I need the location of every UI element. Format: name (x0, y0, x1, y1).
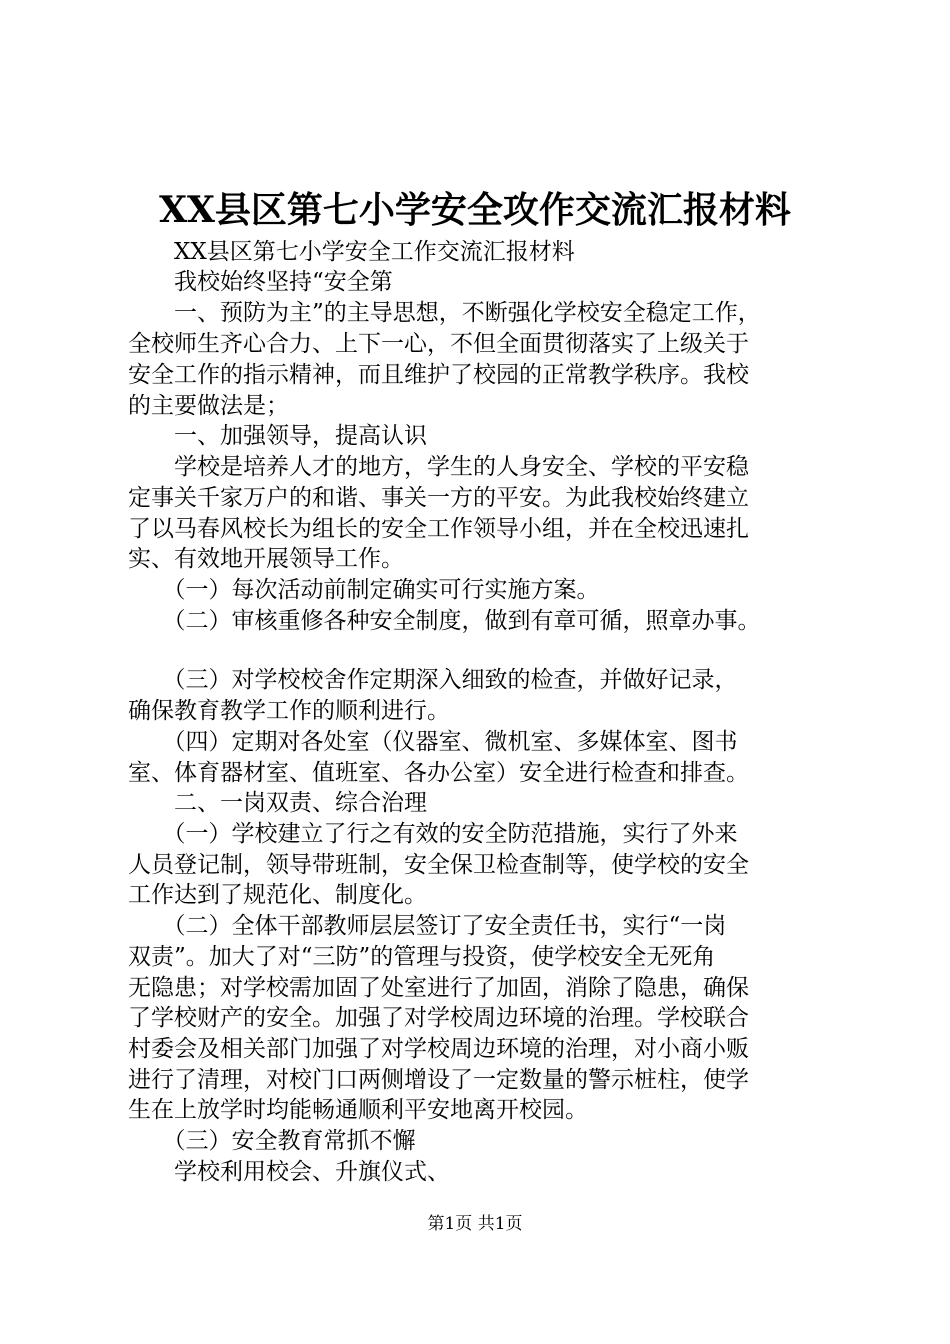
paragraph-line: 学校利用校会、升旗仪式、 (128, 1159, 450, 1185)
paragraph-line: 工作达到了规范化、制度化。 (128, 882, 427, 908)
paragraph-line: 全校师生齐心合力、上下一心，不但全面贯彻落实了上级关于 (128, 331, 749, 357)
paragraph-line: 双责”。加大了对“三防”的管理与投资，使学校安全无死角 (128, 944, 716, 970)
paragraph-line: 生在上放学时均能畅通顺利平安地离开校园。 (128, 1097, 588, 1123)
paragraph-line: 无隐患；对学校需加固了处室进行了加固，消除了隐患，确保 (128, 975, 749, 1001)
paragraph-line: 室、体育器材室、值班室、各办公室）安全进行检查和排查。 (128, 760, 749, 786)
paragraph-line: 我校始终坚持“安全第 (128, 269, 393, 295)
document-title: XX县区第七小学安全攻作交流汇报材料 (159, 189, 791, 231)
paragraph-line: 村委会及相关部门加强了对学校周边环境的治理，对小商小贩 (128, 1036, 749, 1062)
paragraph-line: 确保教育教学工作的顺利进行。 (128, 698, 450, 724)
list-item: （二）全体干部教师层层签订了安全责任书，实行“一岗 (128, 913, 727, 939)
list-item: （二）审核重修各种安全制度，做到有章可循，照章办事。 (128, 608, 761, 634)
list-item: （一）学校建立了行之有效的安全防范措施，实行了外来 (128, 821, 738, 847)
list-item: （三）安全教育常抓不懈 (128, 1128, 416, 1154)
paragraph-line: 了以马春风校长为组长的安全工作领导小组，并在全校迅速扎 (128, 516, 749, 542)
paragraph-line: 一、预防为主”的主导思想，不断强化学校安全稳定工作， (128, 300, 761, 326)
paragraph-line: 人员登记制，领导带班制，安全保卫检查制等，使学校的安全 (128, 852, 749, 878)
paragraph-line: 学校是培养人才的地方，学生的人身安全、学校的平安稳 (128, 454, 749, 480)
list-item: （一）每次活动前制定确实可行实施方案。 (128, 577, 600, 603)
list-item: （四）定期对各处室（仪器室、微机室、多媒体室、图书 (128, 729, 738, 755)
section-heading: 二、一岗双责、综合治理 (128, 790, 427, 816)
paragraph-line: 的主要做法是； (128, 393, 289, 419)
paragraph-line: 定事关千家万户的和谐、事关一方的平安。为此我校始终建立 (128, 485, 749, 511)
paragraph-line: XX县区第七小学安全工作交流汇报材料 (128, 239, 575, 265)
paragraph-line: 了学校财产的安全。加强了对学校周边环境的治理。学校联合 (128, 1005, 749, 1031)
paragraph-line: 实、有效地开展领导工作。 (128, 546, 404, 572)
paragraph-line: 进行了清理，对校门口两侧增设了一定数量的警示桩柱，使学 (128, 1067, 749, 1093)
paragraph-line: 安全工作的指示精神，而且维护了校园的正常教学秩序。我校 (128, 362, 749, 388)
section-heading: 一、加强领导，提高认识 (128, 423, 427, 449)
list-item: （三）对学校校舍作定期深入细致的检查，并做好记录， (128, 667, 738, 693)
page-footer: 第1页 共1页 (427, 1214, 523, 1234)
